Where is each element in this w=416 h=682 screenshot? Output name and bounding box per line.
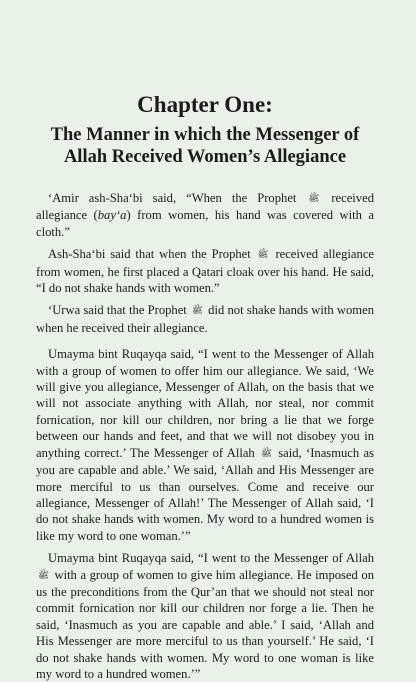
paragraph-5-text-a: Umayma bint Ruqayqa said, “I went to the Messenger of Allah: [48, 551, 374, 566]
chapter-subtitle-line-2: Allah Received Women’s Allegiance: [63, 147, 347, 167]
body-text: [36, 190, 374, 682]
paragraph-3-text-a: ‘Urwa said that the Prophet: [48, 303, 187, 318]
paragraph-3-text-b: did not shake hands with women when he received their allegiance.: [36, 303, 374, 335]
paragraph-4: [36, 346, 374, 544]
salutation-icon: ﷺ: [261, 448, 272, 459]
salutation-icon: ﷺ: [308, 194, 320, 204]
paragraph-2: [36, 246, 374, 296]
paragraph-3: [36, 302, 374, 336]
paragraph-5-text-b: with a group of women to give him allegiance. He imposed on us the preconditions from the Qur’an that we should not steal nor commit fornication nor kill our children nor forge a lie. Then he said, ‘Inasmuch as you are capable and able.’ I said, ‘Allah and His Messenger are more merciful to us than yourself.’ He said, ‘I do not shake hands with women. My word to one woman is like my word to a hundred women.’”: [36, 567, 374, 681]
paragraph-2-text-b: received allegiance from women, he first placed a Qatari cloak over his hand. He said, “I do not shake hands with women.”: [36, 247, 375, 296]
chapter-subtitle-line-1: The Manner in which the Messenger of: [50, 125, 360, 145]
salutation-icon: ﷺ: [257, 250, 269, 261]
paragraph-1: [36, 190, 374, 240]
chapter-subtitle: [36, 124, 374, 168]
chapter-title: Chapter One:: [137, 92, 273, 117]
paragraph-5: [36, 550, 374, 682]
salutation-icon: ﷺ: [192, 306, 203, 317]
paragraph-4-text-b: said, ‘Inasmuch as you are capable and able.’ We said, ‘Allah and His Messenger are more merciful to us than ourselves. Come and receive our allegiance, Messenger of Allah!’ The Messenger of Allah said, ‘I do not shake hands with women. My word to a hundred women is like my word to one woman.’”: [36, 445, 374, 543]
paragraph-4-text-a: Umayma bint Ruqayqa said, “I went to the Messenger of Allah with a group of women to offer him our allegiance. We said, ‘We will give you allegiance, Messenger of Allah, on the basis that we will not associate anything with Allah, nor steal, nor commit fornication, nor kill our children, nor bring a lie that we forge between our hands and feet, and that we will not disobey you in anything correct.’ The Messenger of Allah: [36, 347, 374, 460]
paragraph-1-text-b: received allegiance (: [36, 191, 374, 223]
paragraph-1-italic-term: bay‘a: [97, 208, 127, 223]
paragraph-1-text-a: ‘Amir ash-Sha‘bi said, “When the Prophet: [48, 191, 297, 205]
salutation-icon: ﷺ: [38, 570, 49, 581]
paragraph-2-text-a: Ash-Sha‘bi said that when the Prophet: [48, 247, 251, 262]
paragraph-1-text-d: ) from women, his hand was covered with a cloth.”: [36, 208, 374, 239]
